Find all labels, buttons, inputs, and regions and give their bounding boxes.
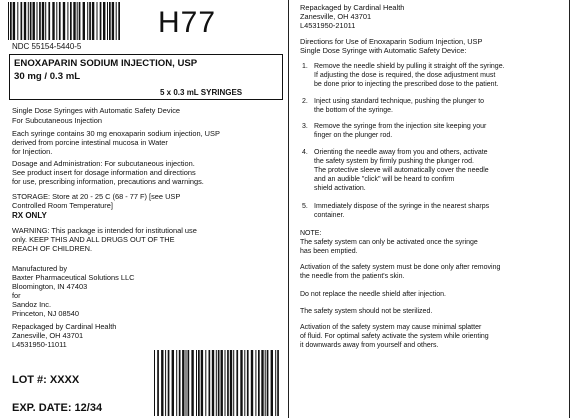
directions-title: Single Dose Syringe with Automatic Safety Device: (300, 46, 467, 55)
barcode-bar (251, 350, 253, 416)
step-text: Inject using standard technique, pushing the plunger to (314, 98, 485, 105)
barcode-bar (176, 350, 177, 416)
storage-line: Controlled Room Temperature] (12, 201, 113, 210)
barcode-bar (157, 350, 159, 416)
barcode-bar (77, 2, 78, 40)
lot-number: LOT #: XXXX (12, 374, 80, 386)
barcode-bar (73, 2, 75, 40)
barcode-bar (92, 2, 94, 40)
rx-only: RX ONLY (12, 211, 47, 220)
step-text: If adjusting the dose is required, the dose adjustment must (314, 72, 496, 79)
step-4 (302, 149, 488, 158)
repackager-line: Repackaged by Cardinal Health (300, 3, 405, 12)
barcode-bar (258, 350, 260, 416)
barcode-bar (118, 2, 120, 40)
step-number: 4. (302, 149, 308, 156)
ndc-barcode (6, 2, 122, 40)
label-edge (569, 0, 570, 418)
barcode-bar (39, 2, 41, 40)
barcode-bar (8, 2, 9, 40)
manufacturer-line: for (12, 291, 21, 300)
barcode-bar (45, 2, 46, 40)
barcode-bar (168, 350, 170, 416)
lot-barcode (152, 350, 280, 416)
barcode-bar (209, 350, 211, 416)
barcode-bar (67, 2, 68, 40)
step-text: and an audible "click" will be heard to confirm (314, 176, 455, 183)
barcode-bar (172, 350, 174, 416)
note-line: Activation of the safety system must be done only after removing (300, 264, 501, 271)
composition-line: for Injection. (12, 147, 53, 156)
barcode-bar (201, 350, 203, 416)
note-line: of fluid. For optimal safety activate the system while orienting (300, 333, 489, 340)
manufacturer-line: Princeton, NJ 08540 (12, 309, 79, 318)
step-number: 1. (302, 63, 308, 70)
barcode-bar (63, 2, 65, 40)
step-text: Remove the needle shield by pulling it straight off the syringe. (314, 63, 505, 70)
panel-divider (288, 0, 289, 418)
barcode-bar (116, 2, 117, 40)
step-text: be done prior to injecting the prescribed dose to the patient. (314, 81, 499, 88)
barcode-bar (227, 350, 229, 416)
manufacturer-line: Sandoz Inc. (12, 300, 52, 309)
barcode-bar (186, 350, 187, 416)
warning-line: only. KEEP THIS AND ALL DRUGS OUT OF THE (12, 235, 175, 244)
step-text: The protective sleeve will automatically cover the needle (314, 167, 489, 174)
barcode-bar (179, 350, 181, 416)
barcode-bar (89, 2, 91, 40)
step-text: Remove the syringe from the injection site keeping your (314, 123, 487, 130)
barcode-bar (112, 2, 114, 40)
barcode-bar (265, 350, 266, 416)
barcode-bar (225, 350, 226, 416)
barcode-bar (109, 2, 111, 40)
barcode-bar (233, 350, 234, 416)
barcode-bar (10, 2, 12, 40)
barcode-bar (221, 350, 223, 416)
barcode-bar (21, 2, 23, 40)
package-count: 5 x 0.3 mL SYRINGES (160, 88, 243, 97)
ndc-number: NDC 55154-5440-5 (12, 42, 82, 51)
repackager-line: Zanesville, OH 43701 (300, 12, 372, 21)
note-line: the needle from the patient's skin. (300, 273, 405, 280)
barcode-bar (188, 350, 190, 416)
barcode-bar (87, 2, 88, 40)
barcode-bar (56, 2, 57, 40)
barcode-bar (103, 2, 105, 40)
note-line: Do not replace the needle shield after injection. (300, 291, 446, 298)
note-line: has been emptied. (300, 248, 358, 255)
barcode-bar (24, 2, 26, 40)
barcode-bar (70, 2, 72, 40)
step-text: the bottom of the syringe. (314, 107, 393, 114)
barcode-bar (247, 350, 249, 416)
warning-line: REACH OF CHILDREN. (12, 244, 93, 253)
barcode-bar (48, 2, 50, 40)
barcode-bar (230, 350, 232, 416)
storage-line: STORAGE: Store at 20 - 25 C (68 - 77 F) [see USP (12, 192, 181, 201)
package-code: H77 (158, 6, 217, 39)
dosage-line: Dosage and Administration: For subcutaneous injection. (12, 159, 195, 168)
barcode-bar (205, 350, 206, 416)
barcode-bar (17, 2, 18, 40)
note-line: The safety system can only be activated once the syringe (300, 239, 478, 246)
step-text: container. (314, 212, 345, 219)
barcode-bar (218, 350, 220, 416)
step-2 (302, 98, 484, 107)
dosage-line: See product insert for dosage information and directions (12, 168, 196, 177)
barcode-bar (33, 2, 35, 40)
barcode-bar (79, 2, 81, 40)
step-5 (302, 203, 489, 212)
repackager-line: L4531950-11011 (12, 340, 67, 349)
note-label: NOTE: (300, 230, 322, 237)
barcode-bar (277, 350, 279, 416)
barcode-bar (271, 350, 273, 416)
barcode-bar (154, 350, 155, 416)
device-line: Single Dose Syringes with Automatic Safety Device (12, 106, 181, 115)
step-1 (302, 63, 505, 72)
repackager-line: Zanesville, OH 43701 (12, 331, 84, 340)
step-number: 2. (302, 98, 308, 105)
barcode-bar (42, 2, 44, 40)
note-line: it downwards away from yourself and others. (300, 342, 439, 349)
route-line: For Subcutaneous Injection (12, 116, 102, 125)
barcode-bar (107, 2, 108, 40)
barcode-bar (244, 350, 245, 416)
directions-title: Directions for Use of Enoxaparin Sodium Injection, USP (300, 37, 483, 46)
manufacturer-line: Bloomington, IN 47403 (12, 282, 88, 291)
manufacturer-line: Manufactured by (12, 264, 68, 273)
barcode-bar (165, 350, 166, 416)
barcode-bar (28, 2, 29, 40)
barcode-bar (83, 2, 85, 40)
barcode-bar (255, 350, 256, 416)
barcode-bar (198, 350, 200, 416)
step-3 (302, 123, 486, 132)
barcode-bar (191, 350, 193, 416)
step-text: the safety system by firmly pushing the plunger rod. (314, 158, 474, 165)
step-text: Orienting the needle away from you and others, activate (314, 149, 488, 156)
repackager-line: Repackaged by Cardinal Health (12, 322, 117, 331)
barcode-bar (275, 350, 276, 416)
drug-name: ENOXAPARIN SODIUM INJECTION, USP (14, 58, 198, 69)
dosage-line: for use, prescribing information, precautions and warnings. (12, 177, 204, 186)
barcode-bar (261, 350, 263, 416)
barcode-bar (240, 350, 242, 416)
expiration-date: EXP. DATE: 12/34 (12, 402, 103, 414)
barcode-bar (97, 2, 98, 40)
manufacturer-line: Baxter Pharmaceutical Solutions LLC (12, 273, 135, 282)
barcode-bar (52, 2, 54, 40)
barcode-bar (100, 2, 102, 40)
barcode-bar (13, 2, 15, 40)
composition-line: derived from porcine intestinal mucosa in Water (12, 138, 168, 147)
step-text: shield activation. (314, 185, 366, 192)
barcode-bar (212, 350, 214, 416)
barcode-bar (196, 350, 197, 416)
barcode-bar (182, 350, 184, 416)
step-number: 5. (302, 203, 308, 210)
step-number: 3. (302, 123, 308, 130)
strength: 30 mg / 0.3 mL (14, 71, 81, 82)
step-text: finger on the plunger rod. (314, 132, 393, 139)
barcode-bar (30, 2, 32, 40)
step-text: Immediately dispose of the syringe in the nearest sharps (314, 203, 490, 210)
barcode-bar (161, 350, 163, 416)
note-line: Activation of the safety system may cause minimal splatter (300, 324, 482, 331)
note-line: The safety system should not be sterilized. (300, 308, 433, 315)
repackager-line: L4531950-21011 (300, 21, 356, 30)
barcode-bar (267, 350, 269, 416)
barcode-bar (216, 350, 217, 416)
barcode-bar (37, 2, 38, 40)
barcode-bar (236, 350, 238, 416)
barcode-bar (59, 2, 61, 40)
warning-line: WARNING: This package is intended for institutional use (12, 226, 197, 235)
composition-line: Each syringe contains 30 mg enoxaparin sodium injection, USP (12, 129, 220, 138)
